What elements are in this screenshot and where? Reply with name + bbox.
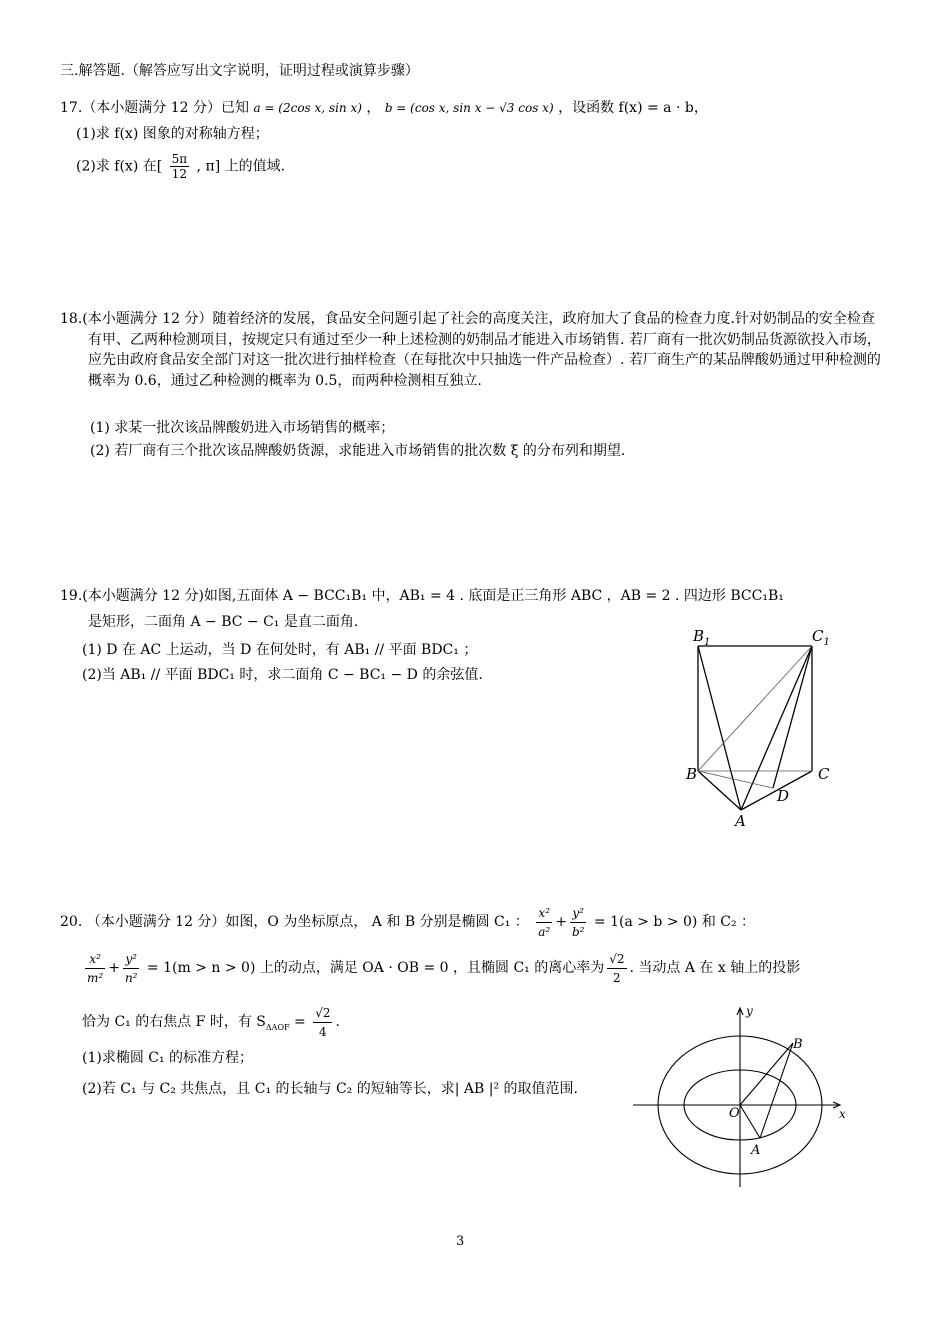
q17-vector-a: a = (2cos x, sin x) — [253, 101, 362, 115]
q17-intro: 17.（本小题满分 12 分）已知 — [60, 100, 249, 116]
q17-part2 — [76, 152, 285, 181]
label-o: O — [729, 1106, 740, 1121]
q18-text: 18.(本小题满分 12 分）随着经济的发展，食品安全问题引起了社会的高度关注，政府加大了食品的检查力度.针对奶制品的安全检查有甲、乙两种检测项目，按规定只有通过至少一种上述检测的奶制品才能进入市场销售. 若厂商有一批次奶制品货源欲投入市场，应先由政府食品安全部门对这一批次进行抽样检查（在每批次中只抽选一件产品检查）. 若厂商生产的某品牌酸奶通过甲种检测的概率为 0.6，通过乙种检测的概率为 0.5，而两种检测相互独立. — [60, 311, 881, 389]
section-header: 三.解答题.（解答应写出文字说明，证明过程或演算步骤） — [60, 63, 419, 79]
label-b-point: B — [793, 1037, 803, 1052]
q17-fraction — [170, 152, 190, 181]
q17-part2-post: , π] 上的值域. — [196, 158, 286, 175]
q19-part2: (2)当 AB₁ // 平面 BDC₁ 时，求二面角 C − BC₁ − D 的余弦值. — [82, 667, 483, 683]
segment-oa — [740, 1105, 760, 1138]
q18-part2: (2) 若厂商有三个批次该品牌酸奶货源，求能进入市场销售的批次数 ξ 的分布列和期望. — [90, 443, 626, 459]
q20-line2-mid: = 1(m > n > 0) 上的动点，满足 OA · OB = 0 ，且椭圆 C₁ 的离心率为 — [142, 960, 605, 976]
label-c1: $C_1$ — [812, 627, 830, 648]
q19-part1: (1) D 在 AC 上运动，当 D 在何处时，有 AB₁ // 平面 BDC₁ ； — [82, 642, 478, 658]
hidden-edge-bd — [698, 771, 773, 788]
label-d: D — [777, 787, 790, 805]
label-a: A — [735, 812, 746, 830]
ellipse-figure — [630, 1005, 860, 1190]
label-b1: $B_1$ — [693, 627, 711, 648]
edge-b1a — [698, 646, 741, 810]
q17-part2-pre: (2)求 f(x) 在[ — [76, 158, 163, 175]
label-a-point: A — [751, 1143, 761, 1158]
q20-part2: (2)若 C₁ 与 C₂ 共焦点，且 C₁ 的长轴与 C₂ 的短轴等长，求| AB |² 的取值范围. — [82, 1081, 578, 1097]
q17-part1: (1)求 f(x) 图象的对称轴方程； — [76, 126, 269, 142]
q20-frac-x-m: $\frac{\text{x²}}{\text{m²}}$ — [87, 951, 104, 985]
page-number: 3 — [456, 1234, 465, 1249]
pentahedron-figure — [680, 625, 850, 835]
q20-line1-pre: 20. （本小题满分 12 分）如图，O 为坐标原点， A 和 B 分别是椭圆 C₁ ： — [60, 914, 529, 930]
q18-part1: (1) 求某一批次该品牌酸奶进入市场销售的概率； — [90, 420, 395, 436]
q20-line3-pre: 恰为 C₁ 的右焦点 F 时，有 S — [82, 1014, 266, 1030]
q20-line2: $\frac{\text{x²}}{\text{m²}}$ + $\frac{\text{y²}}{\text{n²}}$ = 1(m > n > 0) 上的动点，满足 OA · OB = 0 ，且椭圆 C₁ 的离心率为 $\frac{√2}{2}$ . 当动点 A 在 x 轴上的投影 — [87, 951, 801, 985]
q17-fraction-num: 5π — [171, 152, 188, 166]
q20-area-subscript: ΔAOF — [265, 1022, 290, 1032]
q19-line1: 19.(本小题满分 12 分)如图,五面体 A − BCC₁B₁ 中，AB₁ = 4 . 底面是正三角形 ABC ，AB = 2 . 四边形 BCC₁B₁ — [60, 588, 784, 604]
q20-line2-post: . 当动点 A 在 x 轴上的投影 — [629, 960, 801, 976]
q20-line1: 20. （本小题满分 12 分）如图，O 为坐标原点， A 和 B 分别是椭圆 C₁ ： $\frac{\text{x²}}{\text{a²}}$ + $\frac{\text{y²}}{\text{b²}}$ = 1(a > b > 0) 和 C₂ ： — [60, 905, 756, 939]
edge-c1a — [741, 646, 812, 810]
q17-line1: 17.（本小题满分 12 分）已知 a = (2cos x, sin x) ， b = (cos x, sin x − √3 cos x) ，设函数 f(x) = a · b， — [60, 100, 708, 116]
q20-frac-y-n: $\frac{\text{y²}}{\text{n²}}$ — [124, 951, 138, 985]
q17-vector-b: b = (cos x, sin x − √3 cos x) — [384, 101, 554, 115]
label-x: x — [839, 1107, 846, 1121]
label-y: y — [746, 1004, 753, 1018]
label-c: C — [818, 765, 830, 783]
q19-line2: 是矩形，二面角 A − BC − C₁ 是直二面角. — [88, 614, 359, 630]
q20-part1: (1)求椭圆 C₁ 的标准方程； — [82, 1050, 254, 1066]
q20-frac-y-b: $\frac{\text{y²}}{\text{b²}}$ — [571, 905, 585, 939]
q20-frac-x-a: $\frac{\text{x²}}{\text{a²}}$ — [538, 905, 551, 939]
q20-line1-post: = 1(a > b > 0) 和 C₂ ： — [589, 914, 756, 930]
edge-ba — [698, 771, 741, 810]
q17-function: ，设函数 f(x) = a · b， — [558, 100, 708, 116]
q20-frac-area: $\frac{√2}{4}$ — [315, 1005, 331, 1039]
q20-frac-eccentricity: $\frac{√2}{2}$ — [609, 951, 625, 985]
label-b: B — [686, 765, 698, 783]
q20-line3: 恰为 C₁ 的右焦点 F 时，有 $S_{\Delta AOF}$ = $\frac{√2}{4}$ . — [82, 1005, 340, 1039]
q17-fraction-den: 12 — [171, 167, 188, 181]
segment-ob — [740, 1043, 793, 1105]
